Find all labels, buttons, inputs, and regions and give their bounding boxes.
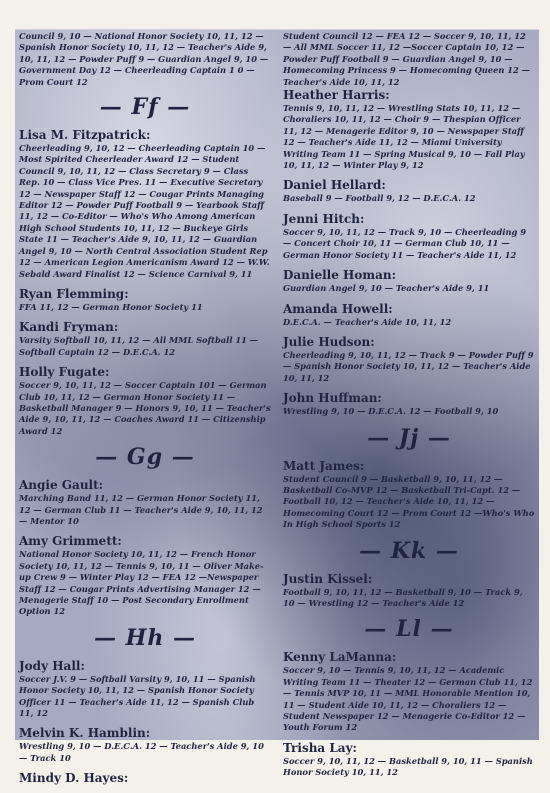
- student-name: Ryan Flemming:: [19, 286, 129, 301]
- student-activities: Student Council 9 — Basketball 9, 10, 11, 12 — Basketball Co-MVP 12 — Basketball Tri-Capt. 12 — Football 10, 12 — Teacher's Aide 10, 11, 12 — Homecoming Court 12 — Prom Court 12 —Who's Who In High School Sports 12: [283, 473, 535, 530]
- section-heading-kk: — Kk —: [359, 537, 459, 564]
- student-entry: [19, 478, 271, 527]
- student-entry: [283, 212, 535, 261]
- section-heading-ll: — Ll —: [364, 616, 454, 643]
- student-entry: [283, 302, 535, 328]
- student-name: Justin Kissel:: [283, 571, 373, 586]
- student-entry: [283, 335, 535, 384]
- student-activities: D.E.C.A. — Teacher's Aide 10, 11, 12: [283, 316, 452, 327]
- student-activities: Baseball 9 — Football 9, 12 — D.E.C.A. 12: [283, 193, 476, 204]
- student-activities: Soccer J.V. 9 — Softball Varsity 9, 10, 11 — Spanish Honor Society 10, 11, 12 — Spanish Honor Society Officer 11 — Teacher's Aide 11, 12 — Spanish Club 11, 12: [19, 673, 256, 719]
- student-name: Kandi Fryman:: [19, 320, 119, 335]
- student-activities: Soccer 9, 10, 11, 12 — Track 9, 10 — Cheerleading 9 — Concert Choir 10, 11 — German Club 10, 11 — German Honor Society 11 — Teacher's Aide 11, 12: [283, 226, 526, 260]
- left-column: [19, 31, 271, 793]
- student-name: Kenny LaManna:: [283, 650, 397, 665]
- student-name: Angie Gault:: [19, 478, 104, 493]
- section-heading-gg: — Gg —: [95, 444, 195, 471]
- student-entry: [283, 572, 535, 610]
- student-name: John Huffman:: [283, 391, 382, 406]
- student-activities: Marching Band 11, 12 — German Honor Society 11, 12 — German Club 11 — Teacher's Aide 9, 10, 11, 12 — Mentor 10: [19, 493, 263, 526]
- student-entry: [19, 365, 271, 437]
- continued-entry-text: Student Council 12 — FEA 12 — Soccer 9, 10, 11, 12 — All MML Soccer 11, 12 —Soccer Captain 10, 12 — Powder Puff Football 9 — Guardian Angel 9, 10 — Homecoming Princess 9 — Homecoming Queen 12 — Teacher's Aide 10, 11, 12: [283, 31, 531, 87]
- student-entry: [19, 726, 271, 764]
- student-entry: [19, 128, 271, 280]
- student-name: Trisha Lay:: [283, 740, 357, 755]
- student-entry: [19, 320, 271, 358]
- student-activities: Football 9, 10, 11, 12 — Basketball 9, 10 — Track 9, 10 — Wrestling 12 — Teacher's Aide 12: [283, 586, 523, 608]
- student-name: Amy Grimmett:: [19, 534, 122, 549]
- student-name: Amanda Howell:: [283, 301, 393, 316]
- student-entry: [283, 391, 535, 417]
- student-entry: [19, 659, 271, 720]
- section-heading-ff: — Ff —: [99, 94, 191, 121]
- student-entry: [283, 741, 535, 779]
- student-activities: Wrestling 9, 10 — D.E.C.A. 12 — Teacher's Aide 9, 10 — Track 10: [19, 741, 264, 763]
- student-entry: [19, 287, 271, 313]
- student-entry: [283, 268, 535, 294]
- student-name: Danielle Homan:: [283, 268, 396, 283]
- student-name: Holly Fugate:: [19, 365, 110, 380]
- student-name: Jody Hall:: [19, 658, 85, 673]
- student-entry: [283, 459, 535, 531]
- student-entry: [19, 534, 271, 617]
- student-activities: Wrestling 9, 10 — D.E.C.A. 12 — Football 9, 10: [283, 406, 499, 417]
- student-name: Matt James:: [283, 458, 365, 473]
- student-activities: Cheerleading 9, 10, 12 — Cheerleading Captain 10 — Most Spirited Cheerleader Award 12 — Student Council 9, 10, 11, 12 — Class Secretary 9 — Class Rep. 10 — Class Vice Pres. 11 — Executive Secretary 12 — Newspaper Staff 12 — Cougar Prints Managing Editor 12 — Powder Puff Football 9 — Yearbook Staff 11, 12 — Co-Editor — Who's Who Among American High School Students 10, 11, 12 — Buckeye Girls State 11 — Teacher's Aide 9, 10, 11, 12 — Guardian Angel 9, 10 — North Central Association Student Rep 12 — American Legion Americanism Award 12 — W.W. Sebald Award Finalist 12 — Science Carnival 9, 11: [19, 143, 270, 279]
- student-entry: [283, 88, 535, 171]
- student-activities: FFA 11, 12 — German Honor Society 11: [19, 301, 203, 312]
- student-entry: [283, 178, 535, 204]
- student-activities: Guardian Angel 9, 10 — Teacher's Aide 9, 11: [283, 283, 490, 294]
- student-activities: National Honor Society 10, 11, 12 — French Honor Society 10, 11, 12 — Tennis 9, 10, 11 — Oliver Make-up Crew 9 — Winter Play 12 — FEA 12 —Newspaper Staff 12 — Cougar Prints Advertising Manager 12 — Menagerie Staff 10 — Post Secondary Enrollment Option 12: [19, 549, 264, 617]
- student-name: Julie Hudson:: [283, 334, 375, 349]
- student-name: Jenni Hitch:: [283, 211, 365, 226]
- student-activities: Soccer 9, 10, 11, 12 — Basketball 9, 10, 11 — Spanish Honor Society 10, 11, 12: [283, 755, 533, 778]
- student-entry: [19, 771, 271, 786]
- right-column: [283, 31, 535, 786]
- section-heading-hh: — Hh —: [93, 624, 197, 651]
- student-activities: Varsity Softball 10, 11, 12 — All MML Softball 11 — Softball Captain 12 — D.E.C.A. 12: [19, 335, 259, 357]
- continued-entry-text: Council 9, 10 — National Honor Society 10, 11, 12 — Spanish Honor Society 10, 11, 12 — Teacher's Aide 9, 10, 11, 12 — Powder Puff 9 — Guardian Angel 9, 10 —Government Day 12 — Cheerleading Captain 1 0 —Prom Court 12: [19, 31, 269, 87]
- student-entry: [283, 650, 535, 733]
- student-activities: Soccer 9, 10, 11, 12 — Soccer Captain 101 — German Club 10, 11, 12 — German Honor Society 11 — Basketball Manager 9 — Honors 9, 10, 11 — Teacher's Aide 9, 10, 11, 12 — Coaches Award 11 — Citizenship Award 12: [19, 380, 271, 436]
- student-name: Mindy D. Hayes:: [19, 771, 129, 786]
- student-name: Daniel Hellard:: [283, 178, 386, 193]
- student-name: Lisa M. Fitzpatrick:: [19, 128, 151, 143]
- section-heading-jj: — Jj —: [367, 424, 451, 451]
- student-activities: Cheerleading 9, 10, 11, 12 — Track 9 — Powder Puff 9 — Spanish Honor Society 10, 11, 12 — Teacher's Aide 10, 11, 12: [283, 349, 534, 383]
- student-name: Heather Harris:: [283, 88, 390, 103]
- student-activities: Tennis 9, 10, 11, 12 — Wrestling Stats 10, 11, 12 — Choraliers 10, 11, 12 — Choir 9 — Thespian Officer 11, 12 — Menagerie Editor 9, 10 — Newspaper Staff 12 — Teacher's Aide 11, 12 — Miami University Writing Team 11 — Spring Musical 9, 10 — Fall Play 10, 11, 12 — Winter Play 9, 12: [283, 103, 525, 171]
- student-activities: Soccer 9, 10 — Tennis 9, 10, 11, 12 — Academic Writing Team 11 — Theater 12 — German Club 11, 12 — Tennis MVP 10, 11 — MML Honorable Mention 10, 11 — Student Aide 10, 11, 12 — Choraliers 12 — Student Newspaper 12 — Menagerie Co-Editor 12 — Youth Forum 12: [283, 665, 533, 733]
- student-name: Melvin K. Hamblin:: [19, 726, 151, 741]
